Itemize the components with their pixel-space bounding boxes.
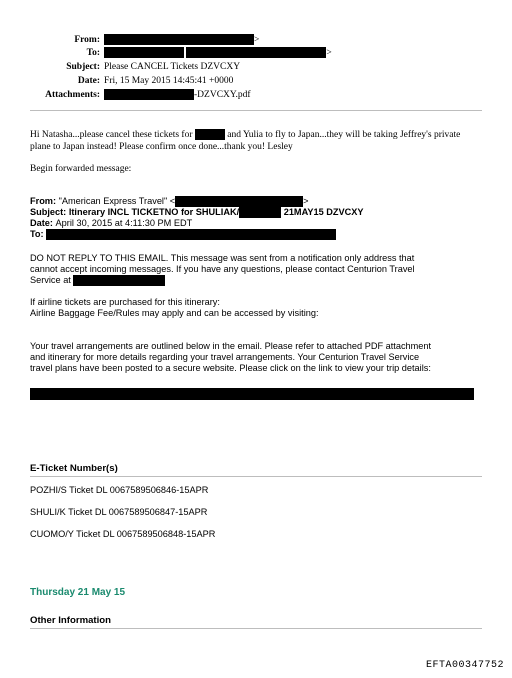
forward-note: Begin forwarded message:	[30, 164, 132, 174]
redaction-block	[186, 47, 326, 58]
notice-line-3: Service at	[30, 275, 71, 285]
header-from-suffix: >	[254, 35, 260, 45]
ticket-item-2: SHULI/K Ticket DL 0067589506847-15APR	[30, 507, 208, 517]
other-information-divider	[30, 628, 482, 629]
eticket-heading: E-Ticket Number(s)	[30, 463, 118, 474]
greeting-text-1: Hi Natasha...please cancel these tickets for	[30, 130, 193, 140]
baggage-line-1: If airline tickets are purchased for this itinerary:	[30, 297, 220, 307]
arrangements-line-3: travel plans have been posted to a secure website. Please click on the link to view your trip details:	[30, 363, 431, 373]
ticket-item-1: POZHI/S Ticket DL 0067589506846-15APR	[30, 485, 209, 495]
forwarded-date-label: Date:	[30, 218, 53, 228]
notice-paragraph	[30, 253, 490, 286]
redaction-block	[104, 47, 184, 58]
forwarded-date-value: April 30, 2015 at 4:11:30 PM EDT	[55, 218, 193, 228]
header-to-label: To:	[86, 48, 100, 58]
forwarded-subject-row	[30, 207, 490, 218]
header-from-label: From:	[74, 35, 100, 45]
header-subject-value: Please CANCEL Tickets DZVCXY	[104, 62, 241, 72]
header-divider	[30, 110, 482, 111]
forwarded-from-label: From:	[30, 196, 57, 206]
forwarded-subject-suffix: 21MAY15 DZVCXY	[283, 207, 364, 217]
redaction-block	[73, 275, 165, 286]
eticket-divider	[30, 476, 482, 477]
baggage-link-text[interactable]: Airline Baggage Fee/Rules may apply and can be accessed by visiting:	[30, 308, 319, 318]
forwarded-from-row	[30, 196, 490, 207]
redaction-block	[239, 207, 281, 218]
redaction-block	[104, 89, 194, 100]
forwarded-from-suffix: >	[303, 196, 309, 206]
greeting-text-2: and Yulia to fly to Japan...they will be taking Jeffrey's private	[227, 130, 461, 140]
greeting-line-2: plane to Japan instead! Please confirm once done...thank you! Lesley	[30, 142, 293, 152]
ticket-item-3: CUOMO/Y Ticket DL 0067589506848-15APR	[30, 529, 216, 539]
header-attachments-value: -DZVCXY.pdf	[194, 90, 251, 100]
message-body	[30, 129, 490, 153]
header-to-suffix: >	[326, 48, 332, 58]
arrangements-line-1: Your travel arrangements are outlined below in the email. Please refer to attached PDF attachment	[30, 341, 432, 351]
forwarded-date-row	[30, 218, 490, 229]
redaction-block	[175, 196, 303, 207]
redaction-block	[195, 129, 225, 140]
redacted-trip-link[interactable]	[30, 388, 474, 400]
bates-number: EFTA00347752	[425, 660, 504, 671]
arrangements-line-2: and itinerary for more details regarding your travel arrangements. Your Centurion Travel Service	[30, 352, 420, 362]
redaction-block	[104, 34, 254, 45]
header-attachments-label: Attachments:	[45, 90, 100, 100]
forwarded-to-label: To:	[30, 229, 44, 239]
baggage-paragraph	[30, 297, 490, 319]
forwarded-subject-label: Subject:	[30, 207, 67, 217]
header-date-label: Date:	[77, 76, 100, 86]
forwarded-to-row	[30, 229, 490, 240]
notice-line-1: DO NOT REPLY TO THIS EMAIL. This message was sent from a notification only address that	[30, 253, 415, 263]
notice-line-2: cannot accept incoming messages. If you have any questions, please contact Centurion Travel	[30, 264, 415, 274]
forwarded-from-value: "American Express Travel" <	[58, 196, 176, 206]
redaction-block	[46, 229, 336, 240]
forwarded-subject-value: Itinerary INCL TICKETNO for SHULIAK/	[68, 207, 240, 217]
header-subject-label: Subject:	[66, 62, 100, 72]
other-information-heading: Other Information	[30, 615, 112, 626]
arrangements-paragraph	[30, 341, 490, 374]
itinerary-date-heading: Thursday 21 May 15	[30, 587, 126, 598]
header-date-value: Fri, 15 May 2015 14:45:41 +0000	[104, 76, 234, 86]
